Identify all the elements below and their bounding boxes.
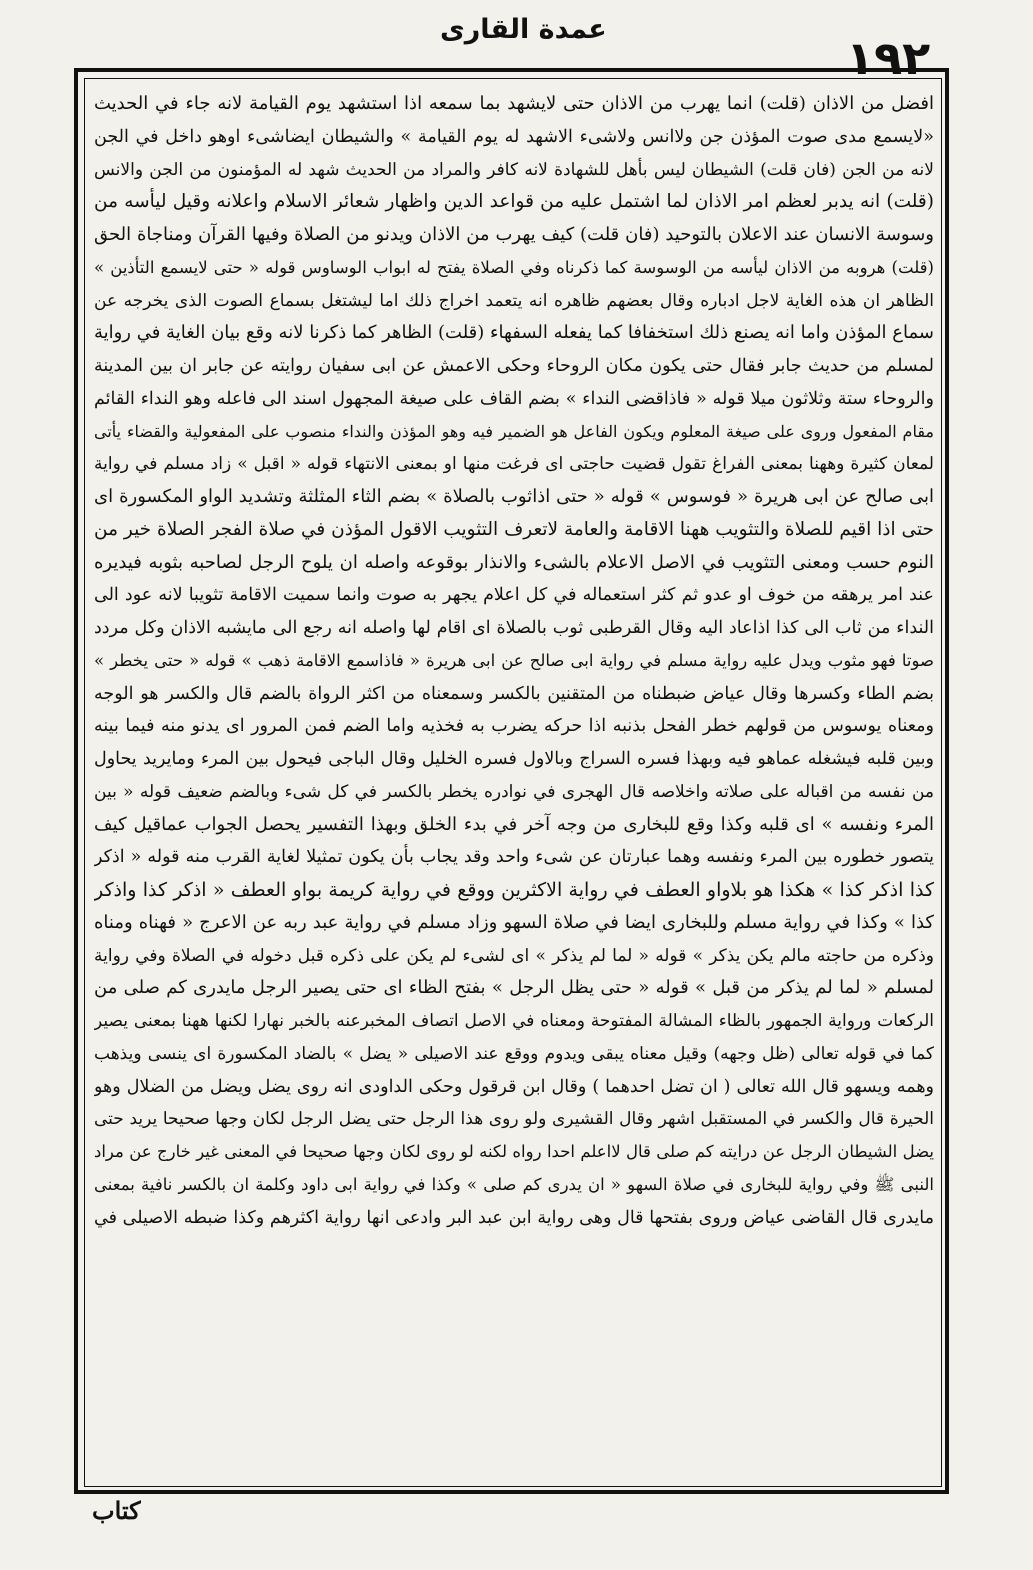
- book-title: عمدة القارى: [440, 14, 607, 45]
- page-number: ١٩٢: [846, 31, 931, 85]
- text-line: من نفسه من اقباله على صلاته واخلاصه قال الهجرى في نوادره يخطر بالكسر في كل شىء وبالضم ضعيف قوله « بين: [94, 781, 934, 802]
- text-line: المرء ونفسه » اى قلبه وكذا وقع للبخارى من وجه آخر في بدء الخلق وبهذا التفسير يحصل الجواب عماقيل كيف: [94, 813, 934, 835]
- text-line: كما في قوله تعالى (ظل وجهه) وقيل معناه يبقى ويدوم ووقع عند الاصيلى « يضل » بالضاد المكسورة اى ينسى ويذهب: [94, 1043, 934, 1064]
- text-line: الظاهر ان هذه الغاية لاجل ادباره وقال بعضهم ظاهره انه يتعمد اخراج ذلك اما ليشتغل بسماع الصوت الذى يخرجه عن: [94, 290, 934, 311]
- text-line: ومعناه يوسوس من قولهم خطر الفحل بذنبه اذا حركه يضرب به فخذيه واما الضم فمن المرور اى يدنو منه فيما بينه: [94, 716, 934, 737]
- text-line: سماع المؤذن واما انه يصنع ذلك استخفافا كما يفعله السفهاء (قلت) الظاهر كما ذكرنا لانه وقع بيان الغاية في رواية: [94, 322, 934, 344]
- text-line: وبين قلبه فيشغله عماهو فيه وبهذا فسره السراج وبالاول فسره الخليل وقال الباجى فيحول بين المرء ومايريد يحاول: [94, 749, 934, 769]
- text-line: وذكره من حاجته مالم يكن يذكر » قوله « لما لم يذكر » اى لشىء لم يكن على ذكره قبل دخوله في الصلاة وفي رواية: [94, 945, 934, 966]
- text-line: (قلت) انه يدبر لعظم امر الاذان لما اشتمل عليه من قواعد الدين واظهار شعائر الاسلام واعلانه وقيل ليأسه من: [94, 191, 934, 213]
- text-line: كذا اذكر كذا » هكذا هو بلاواو العطف في رواية الاكثرين ووقع في رواية كريمة بواو العطف « اذكر كذا واذكر: [94, 879, 934, 901]
- text-line: وسوسة الانسان عند الاعلان بالتوحيد (فان قلت) كيف يهرب من الاذان ويدنو من الصلاة وفيها القرآن ومناجاة الحق: [94, 224, 934, 245]
- text-line: النوم حسب ومعنى التثويب في الاصل الاعلام بالشىء والانذار بوقوعه واصله ان يلوح الرجل لصاحبه بثوبه فيديره: [94, 551, 934, 573]
- text-line: كذا » وكذا في رواية مسلم وللبخارى ايضا في صلاة السهو وزاد مسلم في رواية عبد ربه عن الاعرج « فهناه ومناه: [94, 911, 934, 933]
- text-line: الركعات ورواية الجمهور بالظاء المشالة المفتوحة ومعناه في الاصل اتصاف المخبرعنه بالخبر نهارا لكنها ههنا بمعنى يصير: [94, 1011, 934, 1031]
- text-line: الحيرة قال والكسر في المستقبل اشهر وقال القشيرى ولو روى هذا الرجل حتى يضل الرجل لكان وجها صحيحا يريد حتى: [94, 1109, 934, 1130]
- catchword: كتاب: [92, 1496, 141, 1525]
- text-line: ابى صالح عن ابى هريرة « فوسوس » قوله « حتى اذاثوب بالصلاة » بضم الثاء المثلثة وتشديد الواو المكسورة اى: [94, 486, 934, 507]
- text-line: لمسلم من حديث جابر فقال حتى يكون مكان الروحاء وحكى الاعمش عن ابى سفيان روايته عن جابر ان بين المدينة: [94, 356, 934, 376]
- text-line: صوتا فهو مثوب ويدل عليه رواية مسلم في رواية ابى صالح عن ابى هريرة « فاذاسمع الاقامة ذهب » قوله « حتى يخطر »: [94, 650, 934, 670]
- text-line: لانه من الجن (فان قلت) الشيطان ليس بأهل للشهادة لانه كافر والمراد من الحديث شهد له المؤمنون من الجن والانس: [94, 159, 934, 180]
- text-line: مايدرى قال القاضى عياض وروى بفتحها قال وهى رواية ابن عبد البر وادعى انها رواية اكثرهم وكذا ضبطه الاصيلى في: [94, 1207, 934, 1228]
- text-line: حتى اذا اقيم للصلاة والتثويب ههنا الاقامة والعامة لاتعرف التثويب الاقول المؤذن في صلاة الفجر الصلاة خير من: [94, 518, 934, 540]
- text-line: (قلت) هروبه من الاذان ليأسه من الوسوسة كما ذكرناه وفي الصلاة يفتح له ابواب الوساوس قوله « حتى لايسمع التأذين »: [94, 257, 934, 277]
- text-line: وهمه ويسهو قال الله تعالى ( ان تضل احدهما ) وقال ابن قرقول وحكى الداودى انه روى يضل ويضل من الضلال وهو: [94, 1076, 934, 1097]
- text-line: النداء من ثاب الى كذا اذاعاد اليه وقال القرطبى ثوب بالصلاة اى اقام لها واصله انه رجع الى مايشبه الاذان وكل مردد: [94, 618, 934, 638]
- text-line: يتصور خطوره بين المرء ونفسه وهما عبارتان عن شىء واحد وقد يجاب بأن يكون تمثيلا لغاية القرب منه قوله « اذكر: [94, 847, 934, 868]
- text-line: لمعان كثيرة وههنا بمعنى الفراغ تقول قضيت حاجتى اى فرغت منها او بمعنى الانتهاء قوله « اقبل » زاد مسلم في رواية: [94, 454, 934, 475]
- text-line: يضل الشيطان الرجل عن درايته كم صلى قال لااعلم احدا رواه لكنه لو روى لكان وجها صحيحا في المعنى غير خارج عن مراد: [94, 1142, 934, 1161]
- text-body: [94, 88, 934, 1478]
- text-line: «لايسمع مدى صوت المؤذن جن ولاانس ولاشىء الاشهد له يوم القيامة » والشيطان ايضاشىء اوهو داخل في الجن: [94, 126, 934, 147]
- text-line: افضل من الاذان (قلت) انما يهرب من الاذان حتى لايشهد بما سمعه اذا استشهد يوم القيامة لانه جاء في الحديث: [94, 93, 934, 114]
- text-line: لمسلم « لما لم يذكر من قبل » قوله « حتى يظل الرجل » بفتح الظاء اى حتى يصير الرجل مايدرى كم صلى من: [94, 977, 934, 999]
- text-line: والروحاء ستة وثلاثون ميلا قوله « فاذاقضى النداء » بضم القاف على صيغة المجهول اسند الى فاعله وهو النداء القائم: [94, 388, 934, 409]
- text-line: مقام المفعول وروى على صيغة المعلوم ويكون الفاعل هو الضمير فيه وهو المؤذن والنداء منصوب على المفعولية والقضاء يأتى: [94, 421, 934, 441]
- page-header: [0, 0, 1033, 85]
- text-line: عند امر يرهقه من خوف او عدو ثم كثر استعماله في كل اعلام يجهر به صوت وانما سميت الاقامة تثويبا لانه عود الى: [94, 585, 934, 606]
- text-line: النبى ﷺ وفي رواية للبخارى في صلاة السهو « ان يدرى كم صلى » وكذا في رواية ابى داود وكلمة ان بالكسر نافية بمعنى: [94, 1174, 934, 1194]
- text-line: بضم الطاء وكسرها وقال عياض ضبطناه من المتقنين بالكسر وسمعناه من اكثر الرواة بالضم قال والكسر هو الوجه: [94, 683, 934, 704]
